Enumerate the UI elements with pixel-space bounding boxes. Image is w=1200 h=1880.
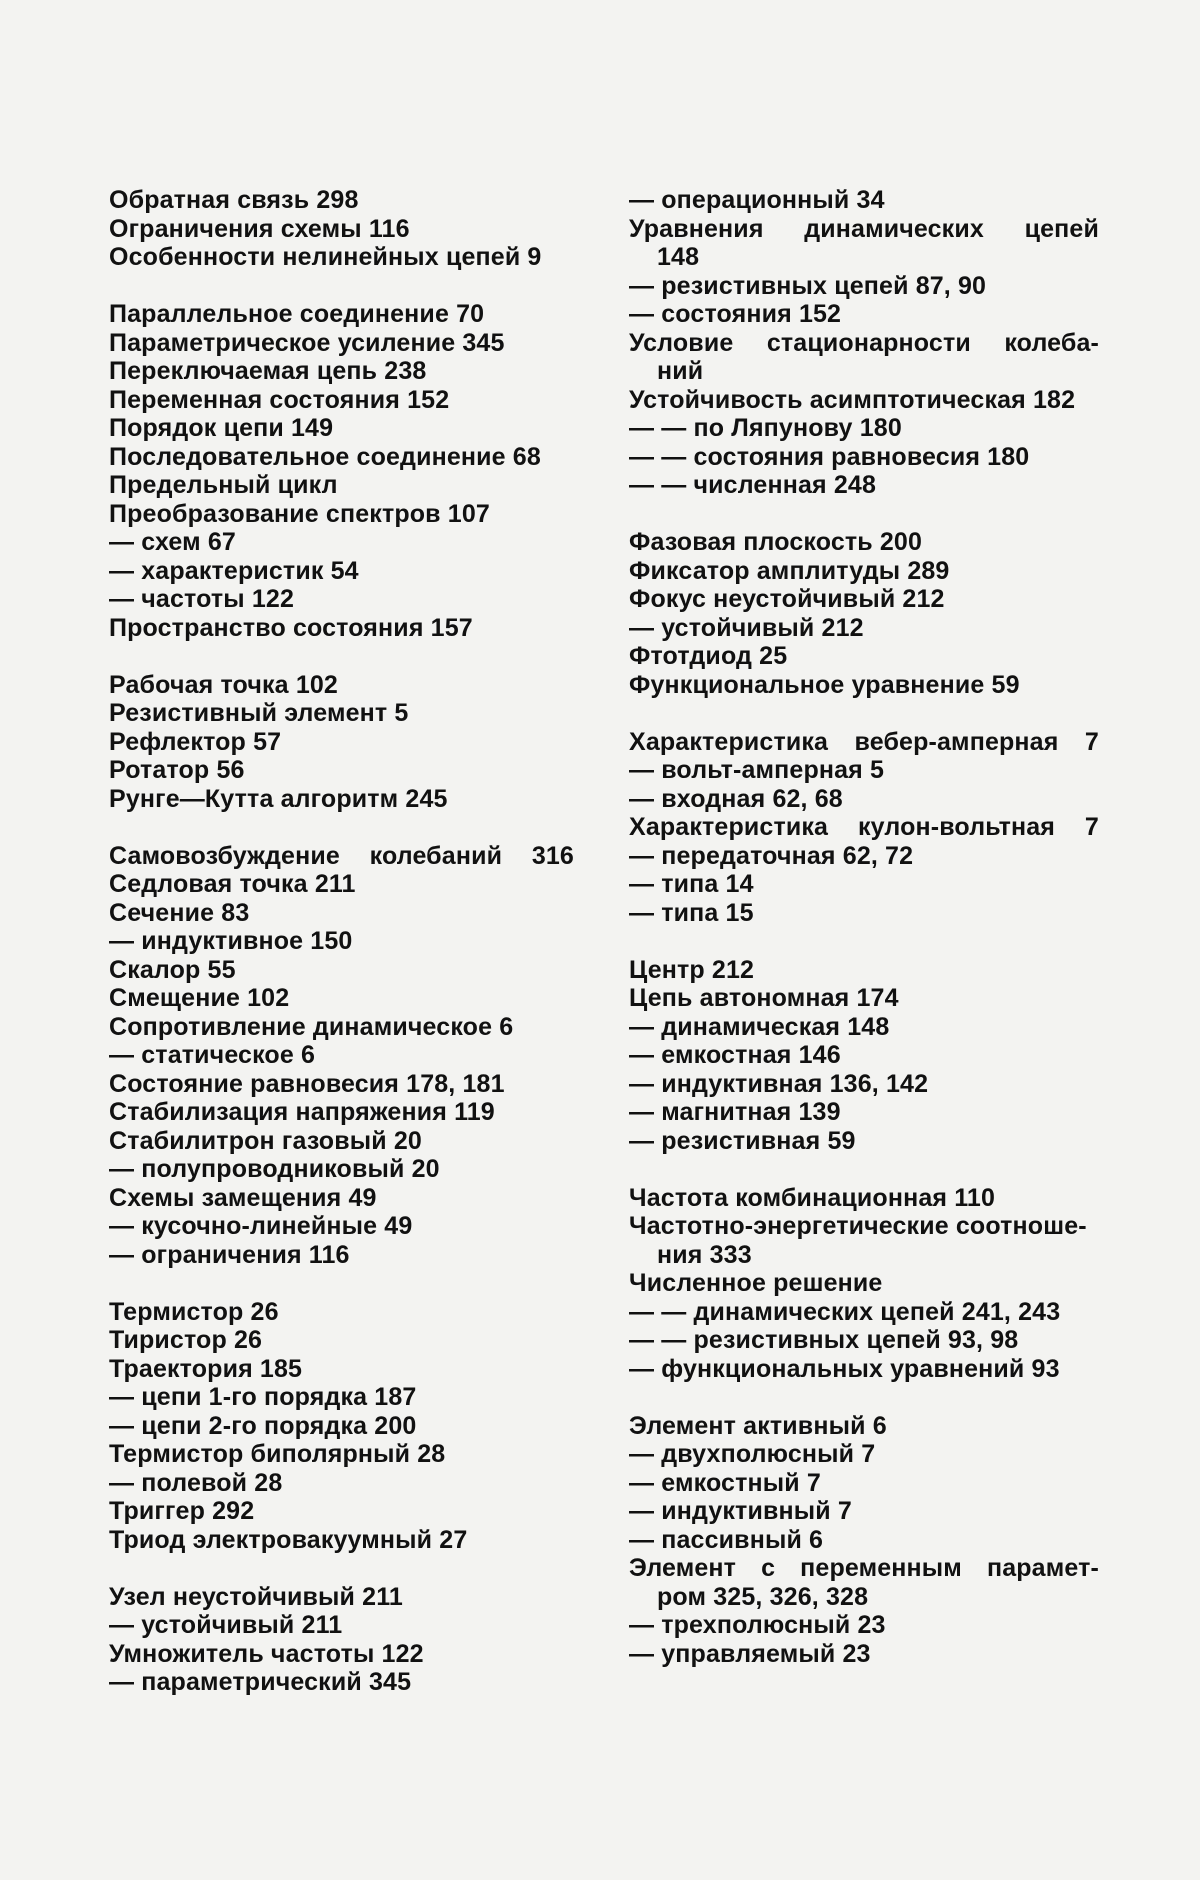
index-entry: Триод электровакуумный 27 <box>109 1525 468 1554</box>
index-entry: Самовозбуждение колебаний 316 <box>109 841 574 870</box>
index-entry: Преобразование спектров 107 <box>109 499 490 528</box>
index-entry: — схем 67 <box>109 528 236 556</box>
index-entry: — операционный 34 <box>629 186 885 214</box>
section-gap <box>629 1383 1099 1412</box>
index-entry: Схемы замещения 49 <box>109 1183 377 1212</box>
index-entry: Фазовая плоскость 200 <box>629 528 923 556</box>
index-entry: — индуктивное 150 <box>109 927 353 955</box>
index-entry: — индуктивная 136, 142 <box>629 1069 929 1098</box>
index-entry: Предельный цикл <box>109 471 338 499</box>
index-column-left <box>109 186 574 1697</box>
index-entry: Триггер 292 <box>109 1497 255 1525</box>
index-entry: — цепи 2-го порядка 200 <box>109 1411 417 1440</box>
index-entry: — — резистивных цепей 93, 98 <box>629 1326 1019 1354</box>
index-entry: — емкостная 146 <box>629 1041 841 1069</box>
index-entry: ний <box>657 357 704 385</box>
index-entry: — вольт-амперная 5 <box>629 756 885 784</box>
index-entry: — двухполюсный 7 <box>629 1440 876 1468</box>
index-entry: Фиксатор амплитуды 289 <box>629 556 950 585</box>
index-entry: Характеристика вебер-амперная 7 <box>629 727 1099 756</box>
index-entry: Порядок цепи 149 <box>109 414 334 442</box>
index-entry: 148 <box>657 243 700 271</box>
section-gap <box>629 699 1099 728</box>
index-entry: — полевой 28 <box>109 1468 283 1497</box>
index-entry: ром 325, 326, 328 <box>657 1582 869 1611</box>
index-entry: — функциональных уравнений 93 <box>629 1354 1060 1383</box>
index-entry: Траектория 185 <box>109 1354 303 1383</box>
index-entry: — типа 15 <box>629 898 754 927</box>
index-entry: Сечение 83 <box>109 898 250 927</box>
index-entry: — — численная 248 <box>629 471 877 499</box>
index-entry: — динамическая 148 <box>629 1012 890 1041</box>
index-entry: Переключаемая цепь 238 <box>109 357 427 385</box>
index-entry: — — динамических цепей 241, 243 <box>629 1297 1061 1326</box>
index-entry: Особенности нелинейных цепей 9 <box>109 243 542 271</box>
index-entry: — резистивная 59 <box>629 1126 856 1155</box>
index-entry: ния 333 <box>657 1240 752 1269</box>
section-gap <box>629 927 1099 956</box>
index-entry: Рунге—Кутта алгоритм 245 <box>109 784 448 813</box>
index-entry: — устойчивый 211 <box>109 1611 343 1639</box>
index-entry: Узел неустойчивый 211 <box>109 1582 403 1611</box>
index-entry: Обратная связь 298 <box>109 186 359 214</box>
index-entry: — кусочно-линейные 49 <box>109 1212 413 1240</box>
index-entry: Рабочая точка 102 <box>109 670 338 699</box>
index-entry: Цепь автономная 174 <box>629 984 899 1012</box>
section-gap <box>109 1554 574 1583</box>
index-entry: — типа 14 <box>629 870 754 898</box>
index-entry: Параметрическое усиление 345 <box>109 328 505 357</box>
index-entry: — магнитная 139 <box>629 1098 841 1126</box>
index-entry: Сопротивление динамическое 6 <box>109 1012 514 1041</box>
index-entry: Фокус неустойчивый 212 <box>629 585 945 613</box>
section-gap <box>109 272 574 301</box>
index-entry: Уравнения динамических цепей <box>629 214 1099 243</box>
index-entry: Стабилитрон газовый 20 <box>109 1126 422 1155</box>
index-column-right <box>629 186 1099 1668</box>
index-entry: — управляемый 23 <box>629 1639 871 1668</box>
index-entry: — состояния 152 <box>629 300 842 328</box>
index-entry: — резистивных цепей 87, 90 <box>629 271 987 300</box>
index-entry: — статическое 6 <box>109 1041 316 1069</box>
index-entry: — частоты 122 <box>109 585 295 613</box>
index-entry: — характеристик 54 <box>109 556 359 585</box>
section-gap <box>629 500 1099 529</box>
index-entry: Фтотдиод 25 <box>629 642 788 670</box>
index-entry: Последовательное соединение 68 <box>109 442 541 471</box>
index-entry: Элемент с переменным парамет- <box>629 1554 1099 1582</box>
index-entry: Ротатор 56 <box>109 756 245 784</box>
index-entry: Центр 212 <box>629 955 755 984</box>
index-entry: Термистор биполярный 28 <box>109 1440 446 1468</box>
index-entry: — емкостный 7 <box>629 1468 821 1497</box>
index-entry: Термистор 26 <box>109 1297 279 1326</box>
section-gap <box>109 1269 574 1298</box>
index-entry: Умножитель частоты 122 <box>109 1639 424 1668</box>
index-entry: Смещение 102 <box>109 984 290 1012</box>
index-entry: Элемент активный 6 <box>629 1411 887 1440</box>
index-entry: Стабилизация напряжения 119 <box>109 1098 495 1126</box>
index-entry: Условие стационарности колеба- <box>629 328 1099 357</box>
index-entry: Численное решение <box>629 1269 883 1297</box>
index-entry: Скалор 55 <box>109 955 236 984</box>
index-entry: — передаточная 62, 72 <box>629 841 914 870</box>
index-entry: — параметрический 345 <box>109 1668 412 1696</box>
index-entry: — трехполюсный 23 <box>629 1611 886 1639</box>
index-entry: Тиристор 26 <box>109 1326 263 1354</box>
index-entry: — ограничения 116 <box>109 1240 350 1269</box>
index-entry: — — состояния равновесия 180 <box>629 442 1030 471</box>
index-entry: Состояние равновесия 178, 181 <box>109 1069 505 1098</box>
index-entry: Функциональное уравнение 59 <box>629 670 1020 699</box>
section-gap <box>109 642 574 671</box>
index-entry: Седловая точка 211 <box>109 870 356 898</box>
index-entry: Пространство состояния 157 <box>109 613 473 642</box>
index-entry: — входная 62, 68 <box>629 784 843 813</box>
index-entry: Ограничения схемы 116 <box>109 214 410 243</box>
index-entry: — индуктивный 7 <box>629 1497 852 1525</box>
index-entry: Частотно-энергетические соотноше- <box>629 1212 1087 1240</box>
index-entry: — цепи 1-го порядка 187 <box>109 1383 417 1411</box>
index-entry: — полупроводниковый 20 <box>109 1155 440 1183</box>
index-entry: — — по Ляпунову 180 <box>629 414 902 442</box>
index-entry: Параллельное соединение 70 <box>109 300 485 328</box>
section-gap <box>629 1155 1099 1184</box>
index-entry: Рефлектор 57 <box>109 727 282 756</box>
index-entry: — устойчивый 212 <box>629 613 864 642</box>
index-entry: Характеристика кулон-вольтная 7 <box>629 813 1099 841</box>
index-entry: Резистивный элемент 5 <box>109 699 409 727</box>
index-entry: Устойчивость асимптотическая 182 <box>629 385 1076 414</box>
index-entry: Переменная состояния 152 <box>109 385 450 414</box>
index-entry: — пассивный 6 <box>629 1525 824 1554</box>
index-entry: Частота комбинационная 110 <box>629 1183 996 1212</box>
section-gap <box>109 813 574 842</box>
